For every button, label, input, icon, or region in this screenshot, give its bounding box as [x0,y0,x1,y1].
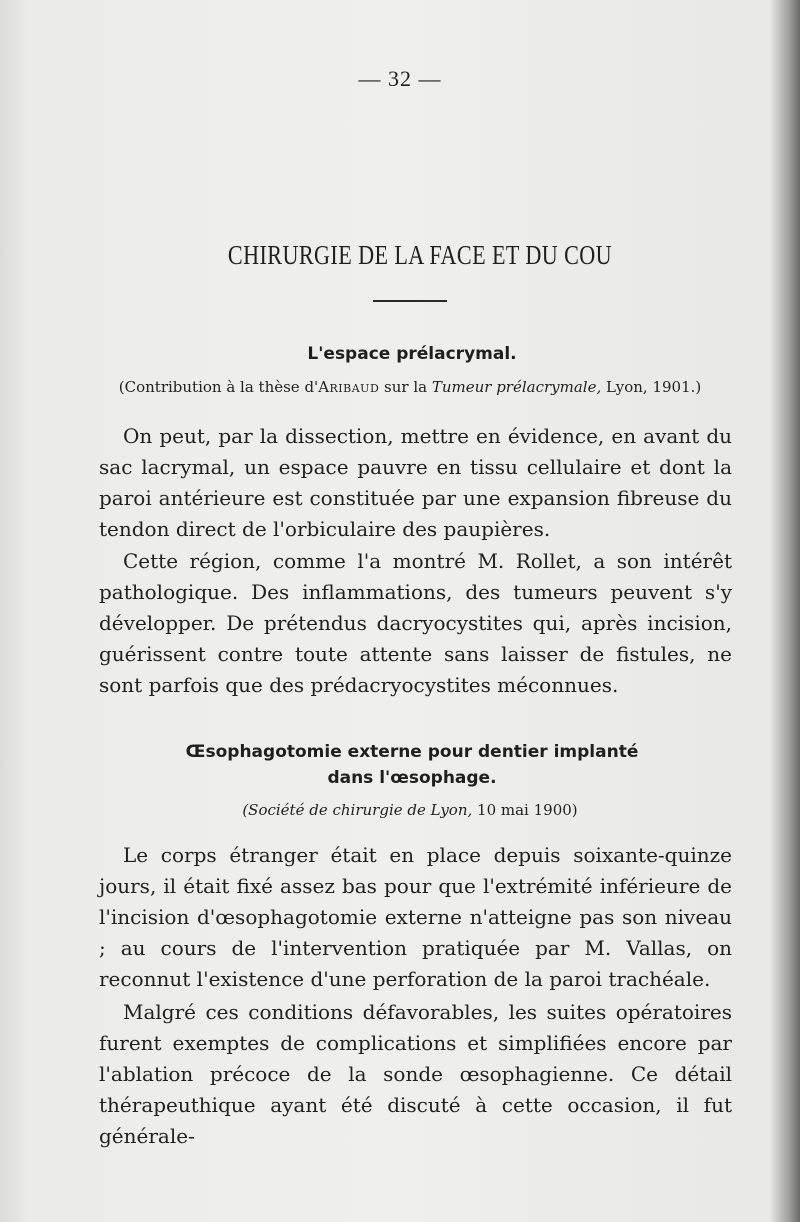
source-work: Tumeur prélacrymale, [431,378,602,396]
source-society: (Société de chirurgie de Lyon, [242,801,473,819]
page-number: — 32 — [358,66,442,91]
title-divider [373,300,447,302]
source-author: Aribaud [318,378,380,396]
chapter-title: CHIRURGIE DE LA FACE ET DU COU [227,240,613,270]
section-title-espace-prelacrymal: L'espace prélacrymal. [307,344,517,364]
section-title-oesophagotomie: Œsophagotomie externe pour dentier implanté [185,742,639,762]
source-mid: sur la [379,378,432,396]
section-source-citation [0,378,800,396]
source-suffix: Lyon, 1901.) [601,378,702,396]
paragraph: Cette région, comme l'a montré M. Rollet, a son intérêt pathologique. Des inflammations, des tumeurs peuvent s'y développer. De prétendus dacryocystites qui, après incision, guérissent contre toute attente sans laisser de fistules, ne sont parfois que des prédacryocystites méconnues. [99,549,732,697]
section-source-citation [0,801,800,819]
source-prefix: (Contribution à la thèse d' [118,378,319,396]
paragraph: Malgré ces conditions défavorables, les suites opératoires furent exemptes de complications et simplifiées encore par l'ablation précoce de la sonde œsophagienne. Ce détail thérapeuthique ayant été discuté à cette occasion, il fut générale- [99,1000,732,1148]
paragraph: Le corps étranger était en place depuis soixante-quinze jours, il était fixé assez bas pour que l'extrémité inférieure de l'incision d'œsophagotomie externe n'atteigne pas son niveau ; au cours de l'intervention pratiquée par M. Vallas, on reconnut l'existence d'une perforation de la paroi trachéale. [99,843,732,991]
source-date: 10 mai 1900) [472,801,578,819]
paragraph: On peut, par la dissection, mettre en évidence, en avant du sac lacrymal, un espace pauvre en tissu cellulaire et dont la paroi antérieure est constituée par une expansion fibreuse du tendon direct de l'orbiculaire des paupières. [99,424,732,541]
section-title-oesophagotomie-line2: dans l'œsophage. [327,768,497,788]
